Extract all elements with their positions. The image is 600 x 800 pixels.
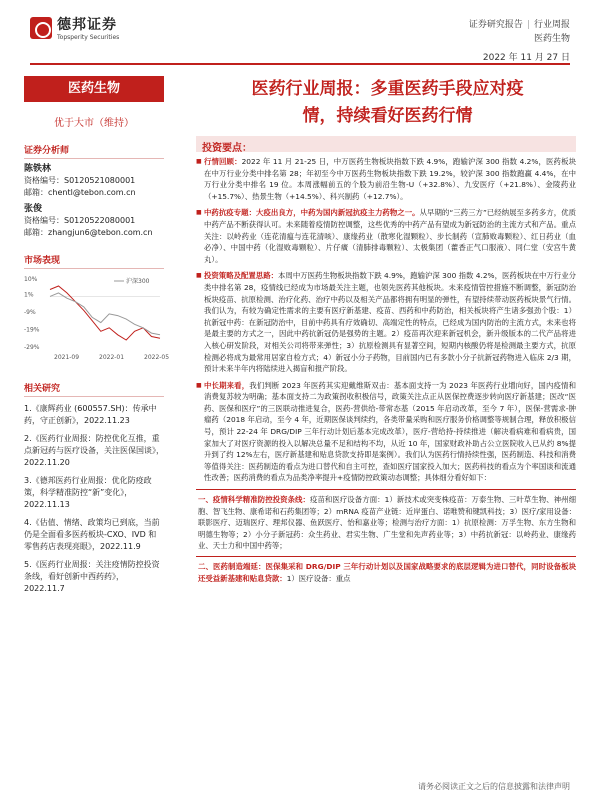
para-text: 从早期的“三药三方”已经纳展至多药多方，优质中药产品不断获得认可。未来随着疫情防控调整，这些优秀的中药产品有望成为新冠防治的主流方式和产品。重点关注：以岭药业（连花清瘟与连花清咳）、康缘药业（散寒化湿颗粒）、步长制药（宣肺败毒颗粒）、红日药业（血必净）、中国中药（化湿败毒颗粒）、片仔癀（清肺排毒颗粒）、太极集团（藿香正气口服液）、同仁堂（安宫牛黄丸）。 xyxy=(204,208,576,264)
analyst-section-title: 证券分析师 xyxy=(24,143,164,159)
sub-text: 1）医疗设备：重点 xyxy=(286,573,351,583)
report-date: 2022 年 11 月 27 日 xyxy=(482,53,570,63)
investment-points-label: 投资要点： xyxy=(202,143,252,154)
section-divider xyxy=(196,556,576,557)
related-item[interactable]: 3.《德邦医药行业周报：优化防疫政策，科学精准防控“新”变化》，2022.11.13 xyxy=(24,476,152,509)
analyst-block-2 xyxy=(24,203,164,239)
sector-label: 医药生物 xyxy=(24,76,164,102)
strategy-paragraph xyxy=(196,270,576,374)
series-line-0 xyxy=(50,286,160,340)
series-line-1 xyxy=(50,293,160,335)
footer-disclaimer: 请务必阅读正文之后的信息披露和法律声明 xyxy=(418,782,570,791)
x-tick-label: 2021-09 xyxy=(54,354,80,361)
analyst-license: 资格编号：S0120521080001 xyxy=(24,176,136,185)
analyst-email[interactable]: 邮箱：zhangjun6@tebon.com.cn xyxy=(24,228,153,237)
sub-section-2 xyxy=(196,561,576,584)
title-line-1: 医药行业周报：多重医药手段应对疫 xyxy=(251,79,524,99)
analyst-email[interactable]: 邮箱：chentl@tebon.com.cn xyxy=(24,188,136,197)
logo-name-cn: 德邦证券 xyxy=(57,17,117,33)
para-text: 本周中万医药生物板块指数下跌 4.9%，跑输沪深 300 指数 4.2%，医药板块在中万行业分类中排名第 28，疫情线已经成为市场最关注主题，也领先医药其他板块。未来疫情管控措施不断调整，新冠防治板块疫苗、抗原检测、治疗化药、治疗中药以及相关产品都将拥有明显的弹性，有望持续带动医药板块景气行情。我们认为，有较为确定性需求的主要有医疗新基建、疫苗、西药和中药防治，相关板块将产生诸多强劲个股：1）抗新冠中药：在新冠防治中，目前中药具有疗效确切、高端定性的特点，已经成为国内防治的主流方式，未来也将是最主要的方式之一，因此中药抗新冠仍是强势的主题。2）疫苗再次迎来新冠机会，新升级版本的二代产品将进入核心研发阶段，对相关公司将带来弹性；3）抗原检测具有显著空间，短期内核酸仍将是检测最主要方式，抗原检测必将成为最常用居家自检方式；4）新冠小分子药物，目前国内已有多款小分子抗新冠药物进入临床 2/3 期，预计未来半年内将陆续进入揭盲和报产阶段。 xyxy=(204,271,576,374)
related-research-list xyxy=(24,403,164,595)
related-item[interactable]: 4.《估值、情绪、政策均已到底，当前仍是全面看多医药板块-CXO、IVD 和零售药店表现亮眼》，2022.11.9 xyxy=(24,518,160,551)
market-review-paragraph xyxy=(196,156,576,202)
y-tick-label: 1% xyxy=(24,291,34,299)
logo-name-en: Topsperity Securities xyxy=(57,34,120,41)
sub-heading: 二、医药制造端延：医保集采和 DRG/DIP 三年行动计划以及国家战略要求的底层逻辑为进口替代，同时设备板块还受益新基建和贴息贷款： xyxy=(198,562,576,583)
related-section-title: 相关研究 xyxy=(24,381,164,397)
para-heading: 投资策略及配置思路： xyxy=(204,271,279,281)
y-tick-label: -29% xyxy=(24,344,40,351)
title-line-2: 情，持续看好医药行情 xyxy=(302,106,473,126)
sub-heading: 一、疫情科学精准防控投资条线： xyxy=(198,495,310,505)
analyst-name: 张俊 xyxy=(24,204,43,214)
report-body xyxy=(196,156,576,588)
related-item[interactable]: 2.《医药行业周报：防控优化互推，重点新冠药与医疗设备，关注医保国谈》，2022.11.20 xyxy=(24,434,164,467)
x-tick-label: 2022-05 xyxy=(144,354,170,361)
sub-text: 疫苗和医疗设备方面：1）新技术或突变株疫苗：万泰生物、三叶草生物、神州细胞、智飞生物、康希诺和石药集团等；2）mRNA 疫苗产业链：近岸蛋白、诺唯赞和键凯科技；3）医疗/家用设备：联影医疗、迈瑞医疗、理邦仪器、鱼跃医疗、怡和嘉业等；检测与治疗方面：1）抗原检测：万孚生物、东方生物和明德生物等；2）小分子新冠药：众生药业、君实生物、广生堂和先声药业等；3）中药抗新冠：以岭药业、康缘药业、天士力和中国中药等； xyxy=(198,495,576,551)
logo-mark-icon xyxy=(30,17,52,39)
report-header-info: 证券研究报告 | 行业周报 医药生物 xyxy=(468,20,570,44)
report-industry: 医药生物 xyxy=(533,34,570,44)
market-performance-chart xyxy=(24,273,170,363)
y-tick-label: 10% xyxy=(24,276,38,283)
company-logo xyxy=(30,14,119,41)
report-title xyxy=(200,76,575,130)
analyst-block-1 xyxy=(24,163,164,199)
market-section-title: 市场表现 xyxy=(24,253,164,269)
para-text: 我们判断 2023 年医药其实迎戴维斯双击：基本面支持一为 2023 年医药行业增向好，国内疫情和消费复苏较为明确；基本面支持二为政策拐收积极信号，政策关注点正从医保控费逐步转向医疗新基建；医改“医药、医保和医疗”的三医联动推进复合，医药-营供给-带常态基（2015 年启动改革，至今 7 年），医保-营需求-肿瘤药（2018 年启动，至今 4 年，近期医保谈判续约，各类带量采购和医疗服务价格调整等规制合理，释放积极信号，预计 22-24 年 DRG/DIP 三年行动计划后基本完成改革），医疗-营给持-持续推进（解决看病难和看病贵，国家加大了对医疗资源的投入以解决总量不足和结构不均，从近 10 年，国家财政补助占公立医院收入已从约 8%提升到了约 12%左右，医疗新基建和贴息贷款支持即是案例）。我们认为医药行情持续性强，医药制造、科技和消费等值得关注：医药制造的看点为进口替代和自主可控，查如医疗国家投入加大；医药科技的看点为个率国谈和流通性改善；医药消费的看点为品类净率提升+疫情防控政策动态调整；具体细分看好如下： xyxy=(204,380,576,483)
report-series: 行业周报 xyxy=(533,20,570,30)
header-divider xyxy=(30,63,570,65)
rating-label: 优于大市（维持） xyxy=(54,118,134,129)
para-heading: 行情回顾： xyxy=(204,157,242,166)
left-sidebar xyxy=(24,76,170,601)
section-divider xyxy=(196,489,576,490)
related-item[interactable]: 1.《康辉药业 (600557.SH)：传承中药，守正创新》，2022.11.23 xyxy=(24,404,157,425)
tcm-topic-paragraph xyxy=(196,207,576,265)
para-heading: 中药抗疫专题：大疫出良方，中药为国内新冠抗疫主力药物之一。 xyxy=(204,208,420,218)
report-type: 证券研究报告 xyxy=(468,20,523,30)
y-tick-label: -19% xyxy=(24,326,40,334)
sub-section-1 xyxy=(196,494,576,552)
analyst-license: 资格编号：S0120522080001 xyxy=(24,216,136,225)
x-tick-label: 2022-01 xyxy=(99,354,125,361)
related-item[interactable]: 5.《医药行业周报：关注疫情防控投资条线，看好创新中西药药》，2022.11.7 xyxy=(24,560,160,593)
para-heading: 中长期来看， xyxy=(204,380,250,390)
analyst-name: 陈铁林 xyxy=(24,164,52,174)
long-term-paragraph xyxy=(196,380,576,484)
para-text: 2022 年 11 月 21-25 日，中万医药生物板块指数下跌 4.9%，跑输沪深 300 指数 4.2%，医药板块在中万行业分类中排名第 28；年初至今中万医药生物板块指数下跌 19.2%，较沪深 300 指数跑赢 4.4%，在中万行业分类中排名 19 位。本周涨幅前五的个股为前沿生物-U（+32.8%）、九安医疗（+21.8%）、金陵药业（+15.7%）、热景生物（+14.5%）、科兴制药（+12.7%）。 xyxy=(204,157,576,201)
y-tick-label: -9% xyxy=(24,309,36,317)
legend-label: 沪深300 xyxy=(126,278,150,285)
investment-points-bar xyxy=(196,136,576,152)
